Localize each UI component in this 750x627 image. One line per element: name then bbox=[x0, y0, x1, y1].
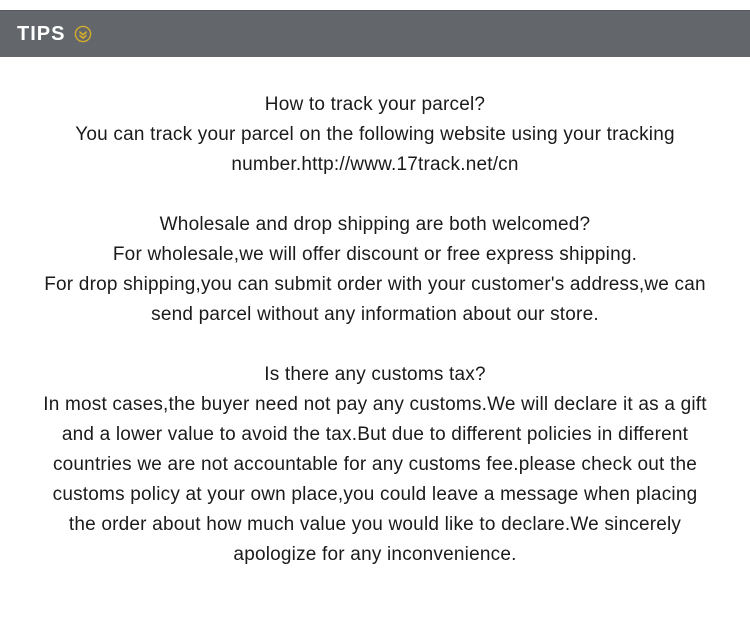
text-line: number.http://www.17track.net/cn bbox=[231, 154, 519, 175]
text-line: In most cases,the buyer need not pay any customs.We will declare it as a gift bbox=[43, 394, 707, 415]
text-line: How to track your parcel? bbox=[264, 94, 486, 115]
tips-header-title: TIPS bbox=[17, 23, 66, 45]
text-line: Is there any customs tax? bbox=[264, 364, 486, 385]
text-line: send parcel without any information about our store. bbox=[151, 304, 599, 325]
text-line: and a lower value to avoid the tax.But due to different policies in different bbox=[61, 424, 689, 445]
text-line: Wholesale and drop shipping are both welcomed? bbox=[159, 214, 591, 235]
text-line: For wholesale,we will offer discount or free express shipping. bbox=[112, 244, 638, 265]
text-line: apologize for any inconvenience. bbox=[233, 544, 517, 565]
text-line: the order about how much value you would like to declare.We sincerely bbox=[68, 514, 682, 535]
text-line: For drop shipping,you can submit order with your customer's address,we can bbox=[44, 274, 706, 295]
text-line: countries we are not accountable for any customs fee.please check out the bbox=[52, 454, 698, 475]
text-line: You can track your parcel on the following website using your tracking bbox=[75, 124, 675, 145]
text-line: customs policy at your own place,you could leave a message when placing bbox=[52, 484, 698, 505]
section-tracking-info bbox=[0, 90, 750, 180]
tips-content bbox=[0, 57, 750, 570]
tips-header-bar bbox=[0, 10, 750, 57]
section-wholesale-dropshipping-info bbox=[0, 210, 750, 330]
section-customs-tax-info bbox=[0, 360, 750, 570]
chevron-down-icon[interactable] bbox=[74, 25, 92, 43]
